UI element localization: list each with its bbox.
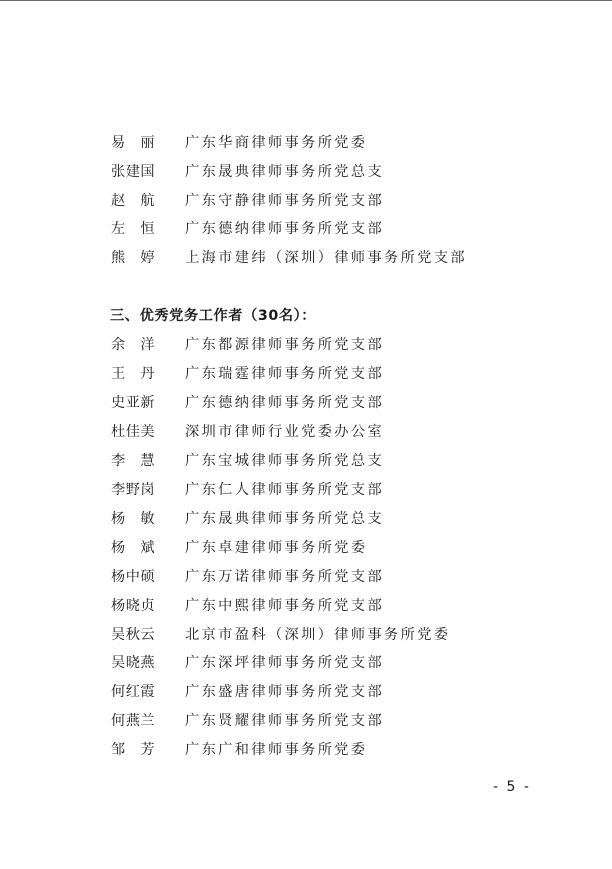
person-name: 杨晓贞 [111, 598, 156, 614]
list-item [0, 450, 612, 472]
person-name: 杨 斌 [111, 540, 156, 556]
organization-name: 广东都源律师事务所党支部 [185, 337, 385, 353]
person-name: 熊 婷 [111, 250, 156, 266]
organization-name: 广东瑞霆律师事务所党支部 [185, 366, 385, 382]
list-item [0, 508, 612, 530]
organization-name: 广东贤耀律师事务所党支部 [185, 713, 385, 729]
list-item [0, 392, 612, 414]
organization-name: 广东晟典律师事务所党总支 [185, 164, 385, 180]
organization-name: 广东万诺律师事务所党支部 [185, 569, 385, 585]
list-item [0, 363, 612, 385]
person-name: 李野岗 [111, 482, 156, 498]
page-number: - 5 - [493, 779, 531, 795]
organization-name: 广东中熙律师事务所党支部 [185, 598, 385, 614]
list-item [0, 218, 612, 240]
list-item [0, 624, 612, 646]
list-item [0, 190, 612, 212]
person-name: 余 洋 [111, 337, 156, 353]
person-name: 赵 航 [111, 193, 156, 209]
organization-name: 广东盛唐律师事务所党支部 [185, 684, 385, 700]
organization-name: 广东卓建律师事务所党委 [185, 540, 368, 556]
person-name: 何燕兰 [111, 713, 156, 729]
person-name: 邹 芳 [111, 742, 156, 758]
person-name: 易 丽 [111, 135, 156, 151]
person-name: 吴秋云 [111, 627, 156, 643]
list-item [0, 247, 612, 269]
organization-name: 广东守静律师事务所党支部 [185, 193, 385, 209]
list-item [0, 334, 612, 356]
person-name: 何红霞 [111, 684, 156, 700]
organization-name: 广东德纳律师事务所党支部 [185, 395, 385, 411]
person-name: 左 恒 [111, 221, 156, 237]
organization-name: 广东德纳律师事务所党支部 [185, 221, 385, 237]
list-item [0, 132, 612, 154]
list-item [0, 710, 612, 732]
organization-name: 深圳市律师行业党委办公室 [185, 424, 385, 440]
organization-name: 广东仁人律师事务所党支部 [185, 482, 385, 498]
organization-name: 广东宝城律师事务所党总支 [185, 453, 385, 469]
person-name: 杨 敏 [111, 511, 156, 527]
organization-name: 广东深坪律师事务所党支部 [185, 655, 385, 671]
list-item [0, 421, 612, 443]
list-item [0, 161, 612, 183]
list-item [0, 595, 612, 617]
person-name: 杜佳美 [111, 424, 156, 440]
organization-name: 上海市建纬（深圳）律师事务所党支部 [185, 250, 467, 266]
list-item [0, 479, 612, 501]
organization-name: 广东华商律师事务所党委 [185, 135, 368, 151]
person-name: 杨中硕 [111, 569, 156, 585]
person-name: 王 丹 [111, 366, 156, 382]
list-item [0, 652, 612, 674]
person-name: 史亚新 [111, 395, 156, 411]
page-top-border [0, 0, 612, 1]
list-item [0, 537, 612, 559]
list-item [0, 681, 612, 703]
section-three-heading: 三、优秀党务工作者（30名）： [110, 308, 317, 324]
person-name: 张建国 [111, 164, 156, 180]
list-item [0, 739, 612, 761]
list-item [0, 566, 612, 588]
organization-name: 北京市盈科（深圳）律师事务所党委 [185, 627, 451, 643]
organization-name: 广东广和律师事务所党委 [185, 742, 368, 758]
organization-name: 广东晟典律师事务所党总支 [185, 511, 385, 527]
person-name: 吴晓燕 [111, 655, 156, 671]
person-name: 李 慧 [111, 453, 156, 469]
